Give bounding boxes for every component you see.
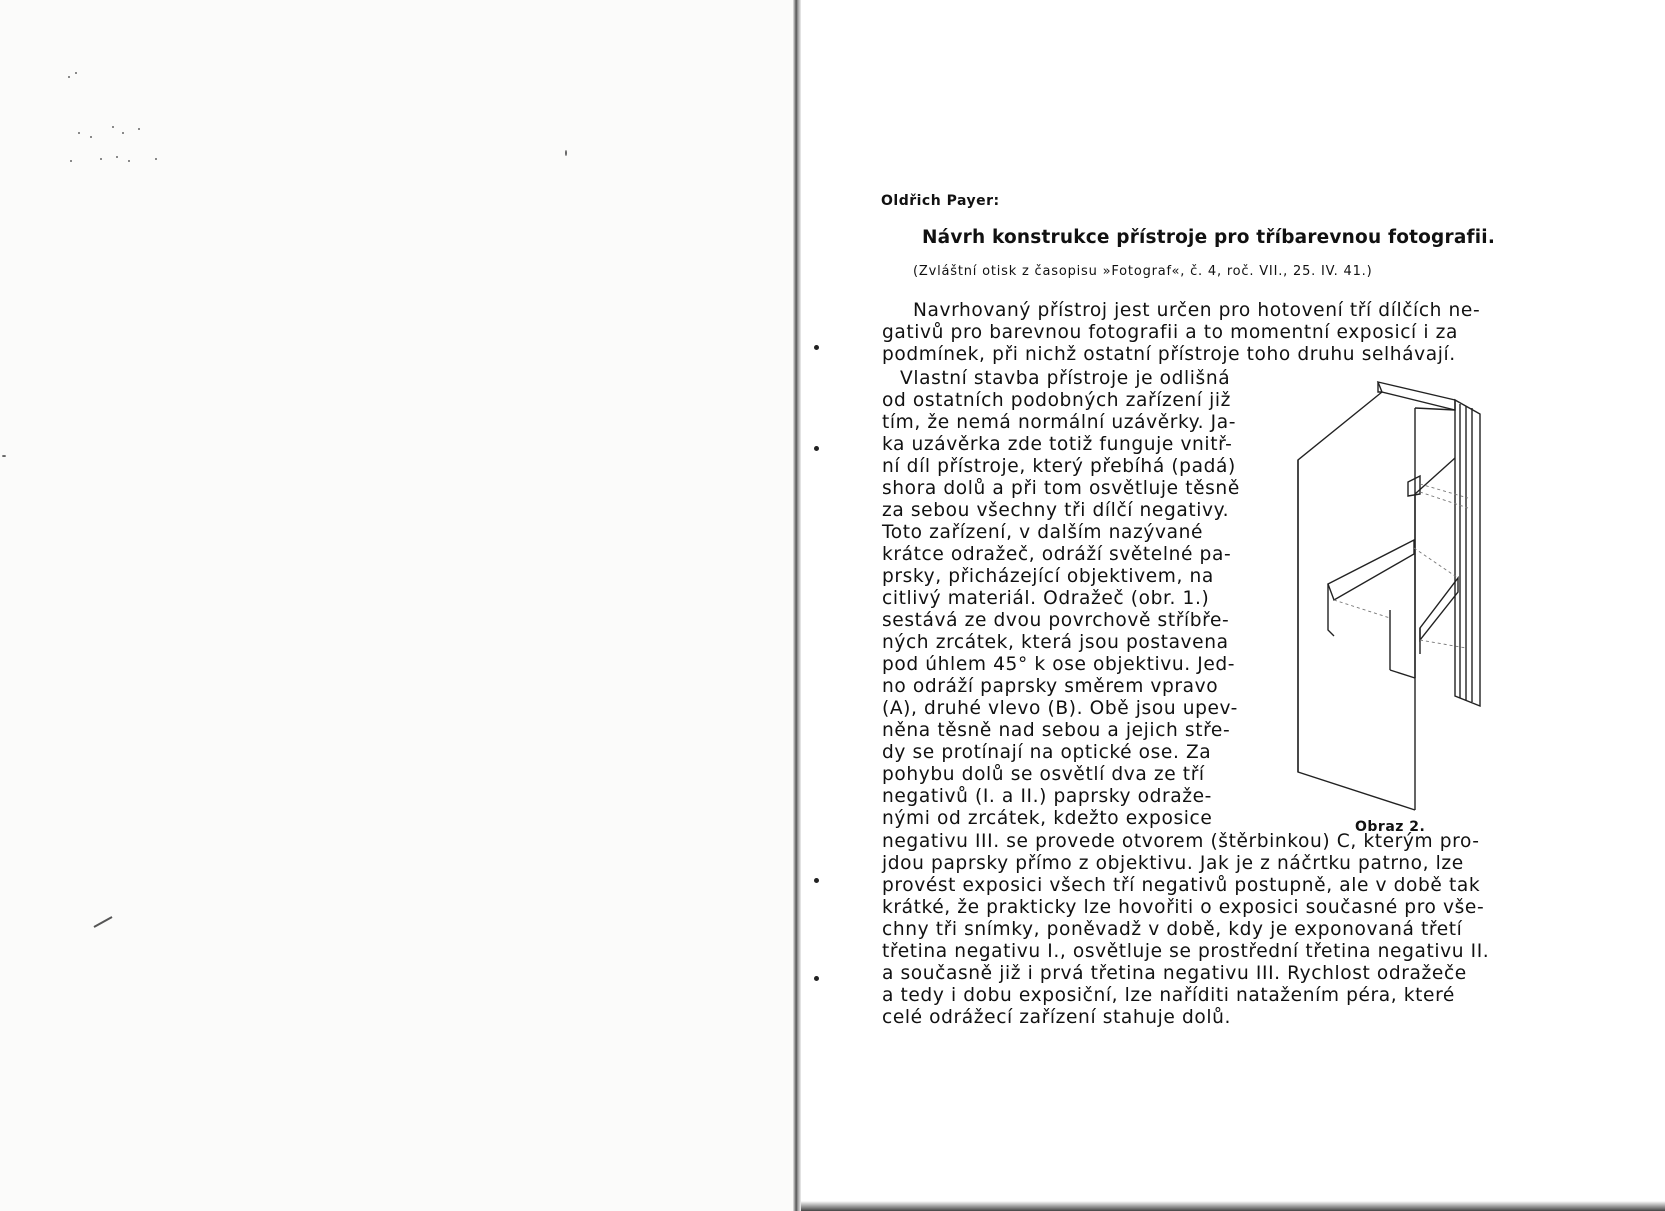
page-bottom-edge — [801, 1201, 1665, 1211]
body-line: chny tři snímky, poněvadž v době, kdy je exponovaná třetí — [882, 919, 1463, 940]
pencil-mark — [92, 915, 116, 929]
binding-hole — [814, 976, 819, 981]
body-line: krátké, že prakticky lze hovořiti o exposici současné pro vše- — [882, 897, 1485, 918]
figure-side-panel — [1455, 400, 1480, 706]
body-line: dy se protínají na optické ose. Za — [882, 742, 1212, 763]
body-line: pod úhlem 45° k ose objektivu. Jed- — [882, 654, 1236, 675]
article-title: Návrh konstrukce přístroje pro tříbarevnou fotografii. — [922, 227, 1496, 248]
body-line: no odráží paprsky směrem vpravo — [882, 676, 1219, 697]
body-line: Toto zařízení, v dalším nazývané — [882, 522, 1204, 543]
body-line: třetina negativu I., osvětluje se prostřední třetina negativu II. — [882, 941, 1490, 962]
body-line: ní díl přístroje, který přebíhá (padá) — [882, 456, 1236, 477]
body-line: negativu III. se provede otvorem (štěrbinkou) C, kterým pro- — [882, 831, 1480, 852]
body-line: Vlastní stavba přístroje je odlišná — [900, 368, 1231, 389]
body-line: sestává ze dvou povrchově stříbře- — [882, 610, 1230, 631]
body-line: (A), druhé vlevo (B). Obě jsou upev- — [882, 698, 1238, 719]
body-line: a tedy i dobu exposiční, lze naříditi natažením péra, které — [882, 985, 1455, 1006]
body-line: prsky, přicházející objektivem, na — [882, 566, 1214, 587]
figure-left-panel — [1298, 392, 1415, 810]
body-line: tím, že nemá normální uzávěrky. Ja- — [882, 412, 1237, 433]
body-line: něna těsně nad sebou a jejich stře- — [882, 720, 1231, 741]
body-line: podmínek, při nichž ostatní přístroje toho druhu selhávají. — [882, 344, 1456, 365]
apparatus-figure — [1290, 378, 1520, 818]
body-line: jdou paprsky přímo z objektivu. Jak je z náčrtku patrno, lze — [882, 853, 1464, 874]
figure-mirror-b — [1420, 578, 1458, 640]
book-spine — [793, 0, 801, 1211]
body-line: ných zrcátek, která jsou postavena — [882, 632, 1229, 653]
body-line: za sebou všechny tři dílčí negativy. — [882, 500, 1230, 521]
body-line: provést exposici všech tří negativů postupně, ale v době tak — [882, 875, 1481, 896]
body-line: a současně již i prvá třetina negativu III. Rychlost odražeče — [882, 963, 1467, 984]
body-line: shora dolů a při tom osvětluje těsně — [882, 478, 1240, 499]
figure-caption: Obraz 2. — [1355, 819, 1426, 835]
left-page — [0, 0, 795, 1211]
body-line: krátce odražeč, odráží světelné pa- — [882, 544, 1232, 565]
binding-hole — [814, 345, 819, 350]
body-line: nými od zrcátek, kdežto exposice — [882, 808, 1213, 829]
figure-mirror-a — [1328, 540, 1414, 600]
article-author: Oldřich Payer: — [881, 193, 1000, 209]
binding-hole — [814, 446, 819, 451]
body-line: citlivý materiál. Odražeč (obr. 1.) — [882, 588, 1210, 609]
body-line: Navrhovaný přístroj jest určen pro hotovení tří dílčích ne- — [913, 300, 1481, 321]
article-subtitle: (Zvláštní otisk z časopisu »Fotograf«, č. 4, roč. VII., 25. IV. 41.) — [913, 264, 1373, 279]
body-line: od ostatních podobných zařízení již — [882, 390, 1231, 411]
body-line: gativů pro barevnou fotografii a to momentní exposicí i za — [882, 322, 1458, 343]
body-line: negativů (I. a II.) paprsky odraže- — [882, 786, 1212, 807]
figure-slit — [1408, 476, 1420, 496]
figure-top-cap — [1378, 382, 1455, 410]
body-line: celé odrážecí zařízení stahuje dolů. — [882, 1007, 1232, 1028]
body-line: ka uzávěrka zde totiž funguje vnitř- — [882, 434, 1233, 455]
binding-hole — [814, 878, 819, 883]
body-line: pohybu dolů se osvětlí dva ze tří — [882, 764, 1205, 785]
